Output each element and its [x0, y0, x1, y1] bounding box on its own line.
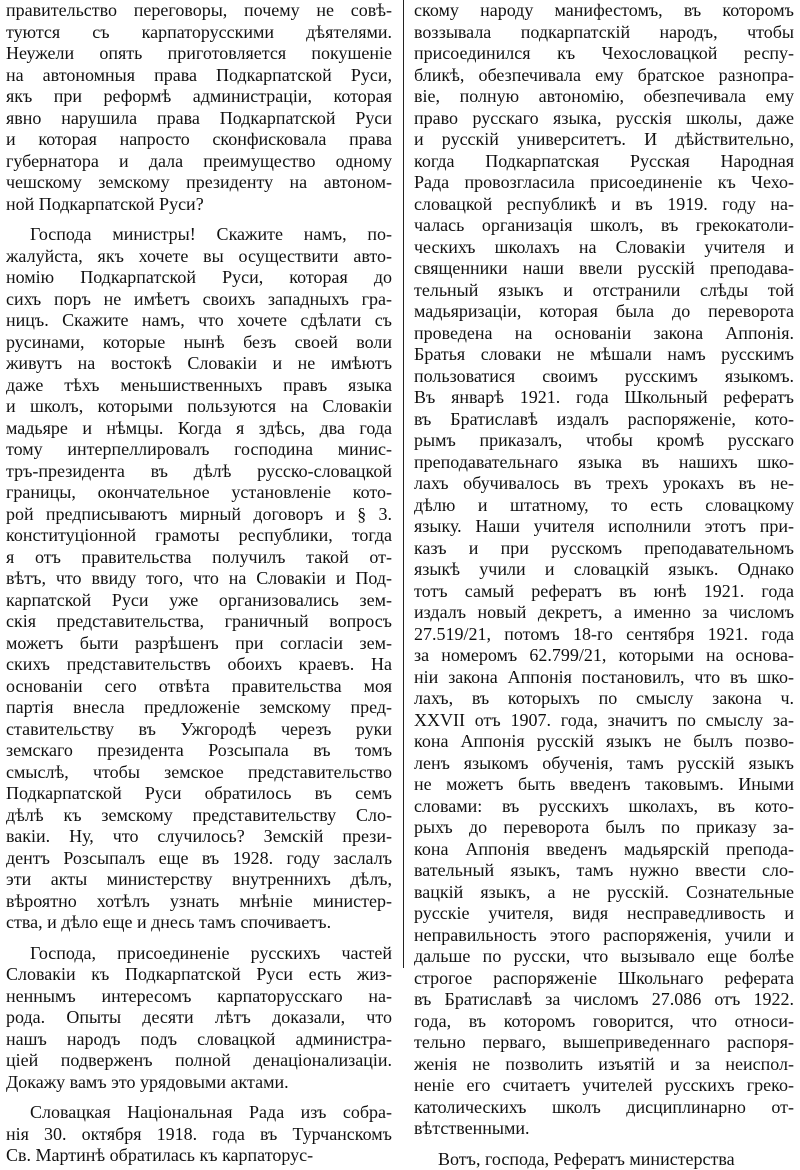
text-line: рымъ приказалъ, чтобы кромѣ русскаго [414, 430, 794, 452]
right-text-column [414, 0, 794, 1170]
text-line: явно нарушила права Подкарпатской Руси [6, 108, 392, 130]
text-line: вакіи. Ну, что случилось? Земскій прези- [6, 826, 392, 848]
text-line: неніе его считаетъ учителей русскихъ греко- [414, 1075, 794, 1097]
text-line: якъ при реформѣ администраціи, которая [6, 86, 392, 108]
text-line: сихъ поръ не имѣетъ своихъ западныхъ гра- [6, 289, 392, 311]
text-line: нашъ народъ подъ словацкой администра- [6, 1029, 392, 1051]
paragraph [414, 1149, 794, 1170]
text-line: рой предписываютъ мирный договоръ и § 3. [6, 504, 392, 526]
text-line: рыхъ до переворота былъ по приказу за- [414, 817, 794, 839]
paragraph [414, 0, 794, 1140]
text-line: ніи закона Аппонія постановилъ, что въ шко- [414, 667, 794, 689]
text-line: въ Братиславѣ издалъ распоряженіе, кото- [414, 409, 794, 431]
text-line: номію Подкарпатской Руси, которая до [6, 267, 392, 289]
text-line: лахъ обучивалось въ трехъ урокахъ въ не- [414, 473, 794, 495]
column-divider [403, 0, 404, 968]
text-line: я отъ правительства получилъ такой от- [6, 547, 392, 569]
text-line: кона Аппонія введенъ мадьярскій препода- [414, 839, 794, 861]
text-line: Словакіи къ Подкарпатской Руси есть жиз- [6, 964, 392, 986]
text-line: Господа министры! Скажите намъ, по- [6, 224, 392, 246]
text-line: и русскій университетъ. И дѣйствительно, [414, 129, 794, 151]
text-line: не можетъ быть введенъ таковымъ. Иными [414, 774, 794, 796]
left-text-column [6, 0, 392, 1167]
text-line: преподавательнаго языка въ нашихъ шко- [414, 452, 794, 474]
text-line: жалуйста, якъ хочете вы осуществити авто- [6, 246, 392, 268]
text-line: пользоватися своимъ русскимъ языкомъ. [414, 366, 794, 388]
text-line: словами: въ русскихъ школахъ, въ кото- [414, 796, 794, 818]
text-line: ленъ языкомъ обученія, тамъ русскій языкъ [414, 753, 794, 775]
text-line: дѣлю и штатному, то есть словацкому [414, 495, 794, 517]
paragraph [6, 0, 392, 215]
text-line: скому народу манифестомъ, въ которомъ [414, 0, 794, 22]
text-line: ной Подкарпатской Руси? [6, 194, 392, 216]
text-line: земскаго президента Розсыпала въ томъ [6, 740, 392, 762]
text-line: языкѣ учили и словацкій языкъ. Однако [414, 559, 794, 581]
text-line: тельный языкъ и отстранили слѣды той [414, 280, 794, 302]
text-line: неннымъ интересомъ карпаторусскаго на- [6, 986, 392, 1008]
text-line: туются съ карпаторусскими дѣятелями. [6, 22, 392, 44]
text-line: лахъ, въ которыхъ по смыслу закона ч. [414, 688, 794, 710]
text-line: года, въ которомъ говорится, что относи- [414, 1011, 794, 1033]
text-line: XXVII отъ 1907. года, значитъ по смыслу за- [414, 710, 794, 732]
text-line: тому интерпеллировалъ господина минис- [6, 439, 392, 461]
text-line: скихъ представительствъ обоихъ краевъ. На [6, 654, 392, 676]
text-line: Господа, присоединеніе русскихъ частей [6, 943, 392, 965]
text-line: казъ и при русскомъ преподавательномъ [414, 538, 794, 560]
text-line: тельно перваго, вышеприведеннаго распоря- [414, 1032, 794, 1054]
text-line: Вотъ, господа, Рефератъ министерства [414, 1149, 794, 1170]
text-line: вѣроятно хотѣлъ узнать мнѣніе министер- [6, 891, 392, 913]
text-line: кона Аппонія русскій языкъ не былъ позво- [414, 731, 794, 753]
text-line: дальше по русски, что вызывало еще болѣе [414, 946, 794, 968]
text-line: чалась организація школъ, въ грекокатоли- [414, 215, 794, 237]
text-line: вѣтственными. [414, 1118, 794, 1140]
text-line: католическихъ школъ дисциплинарно от- [414, 1097, 794, 1119]
text-line: языку. Наши учителя исполнили этотъ при- [414, 516, 794, 538]
text-line: бликѣ, обезпечивала ему братское разнопра- [414, 65, 794, 87]
text-line: смыслѣ, чтобы земское представительство [6, 762, 392, 784]
text-line: ницъ. Скажите намъ, что хочете сдѣлати съ [6, 310, 392, 332]
text-line: можетъ быти разрѣшенъ при согласіи зем- [6, 633, 392, 655]
text-line: границы, окончательное установленіе кото- [6, 482, 392, 504]
text-line: вацкій языкъ, а не русскій. Сознательные [414, 882, 794, 904]
text-line: издалъ новый декретъ, а именно за числомъ [414, 602, 794, 624]
text-line: словацкой республикѣ и въ 1919. году на- [414, 194, 794, 216]
text-line: 27.519/21, потомъ 18-го сентября 1921. года [414, 624, 794, 646]
text-line: скія представительства, граничный вопросъ [6, 611, 392, 633]
text-line: и которая напросто сконфисковала права [6, 129, 392, 151]
text-line: присоединился къ Чехословацкой респу- [414, 43, 794, 65]
paragraph [6, 943, 392, 1094]
text-line: въ Братиславѣ за числомъ 27.086 отъ 1922. [414, 989, 794, 1011]
text-line: неправильность этого распоряженія, учили и [414, 925, 794, 947]
text-line: священники наши ввели русскій преподава- [414, 258, 794, 280]
text-line: Въ январѣ 1921. года Школьный рефератъ [414, 387, 794, 409]
text-line: дѣлѣ къ земскому представительству Сло- [6, 805, 392, 827]
text-line: губернатора и дала преимущество одному [6, 151, 392, 173]
text-line: ставительству въ Ужгородѣ черезъ руки [6, 719, 392, 741]
text-line: живутъ на востокѣ Словакіи и не имѣютъ [6, 353, 392, 375]
text-line: нія 30. октября 1918. года въ Турчанскомъ [6, 1124, 392, 1146]
text-line: партія внесла предложеніе земскому пред- [6, 697, 392, 719]
text-line: чешскому земскому президенту на автоном- [6, 172, 392, 194]
text-line: віе, полную автономію, обезпечивала ему [414, 86, 794, 108]
text-line: русскіе учителя, видя несправедливость и [414, 903, 794, 925]
text-line: за номеромъ 62.799/21, которыми на основа- [414, 645, 794, 667]
text-line: правительство переговоры, почему не совѣ- [6, 0, 392, 22]
text-line: Подкарпатской Руси обратилось въ семъ [6, 783, 392, 805]
text-line: воззывала подкарпатскій народъ, чтобы [414, 22, 794, 44]
text-line: мадьяризаціи, которая была до переворота [414, 301, 794, 323]
text-line: и школъ, которыми пользуются на Словакіи [6, 396, 392, 418]
text-line: на автономныя права Подкарпатской Руси, [6, 65, 392, 87]
paragraph [6, 1102, 392, 1167]
text-line: мадьяре и нѣмцы. Когда я здѣсь, два года [6, 418, 392, 440]
text-line: вательный языкъ, тамъ нужно ввести сло- [414, 860, 794, 882]
text-line: вѣтъ, что ввиду того, что на Словакіи и Под- [6, 568, 392, 590]
text-line: проведена на основаніи закона Аппонія. [414, 323, 794, 345]
text-line: ціей подверженъ полной денаціонализаціи. [6, 1050, 392, 1072]
text-line: Неужели опять приготовляется покушеніе [6, 43, 392, 65]
text-line: Св. Мартинѣ обратилась къ карпаторус- [6, 1145, 392, 1167]
text-line: карпатской Руси уже организовались зем- [6, 590, 392, 612]
text-line: эти акты министерству внутреннихъ дѣлъ, [6, 869, 392, 891]
text-line: ческихъ школахъ на Словакіи учителя и [414, 237, 794, 259]
text-line: право русскаго языка, русскія школы, даже [414, 108, 794, 130]
text-line: даже тѣхъ меньшиственныхъ правъ языка [6, 375, 392, 397]
text-line: когда Подкарпатская Русская Народная [414, 151, 794, 173]
text-line: дентъ Розсыпалъ еще въ 1928. году заслалъ [6, 848, 392, 870]
text-line: конституціонной грамоты республики, тогда [6, 525, 392, 547]
text-line: русинами, которые нынѣ безъ своей воли [6, 332, 392, 354]
text-line: Словацкая Національная Рада изъ собра- [6, 1102, 392, 1124]
text-line: Рада провозгласила присоединеніе къ Чехо- [414, 172, 794, 194]
paragraph [6, 224, 392, 934]
text-line: Докажу вамъ это урядовыми актами. [6, 1072, 392, 1094]
text-line: тръ-президента въ дѣлѣ русско-словацкой [6, 461, 392, 483]
text-line: Братья словаки не мѣшали намъ русскимъ [414, 344, 794, 366]
text-line: рода. Опыты десяти лѣтъ доказали, что [6, 1007, 392, 1029]
text-line: женія не позволить изъятій и за неиспол- [414, 1054, 794, 1076]
text-line: строгое распоряженіе Школьнаго реферата [414, 968, 794, 990]
text-line: основаніи сего отвѣта правительства моя [6, 676, 392, 698]
text-line: ства, и дѣло еще и днесь тамъ спочиваетъ. [6, 912, 392, 934]
text-line: тотъ самый рефератъ въ юнѣ 1921. года [414, 581, 794, 603]
